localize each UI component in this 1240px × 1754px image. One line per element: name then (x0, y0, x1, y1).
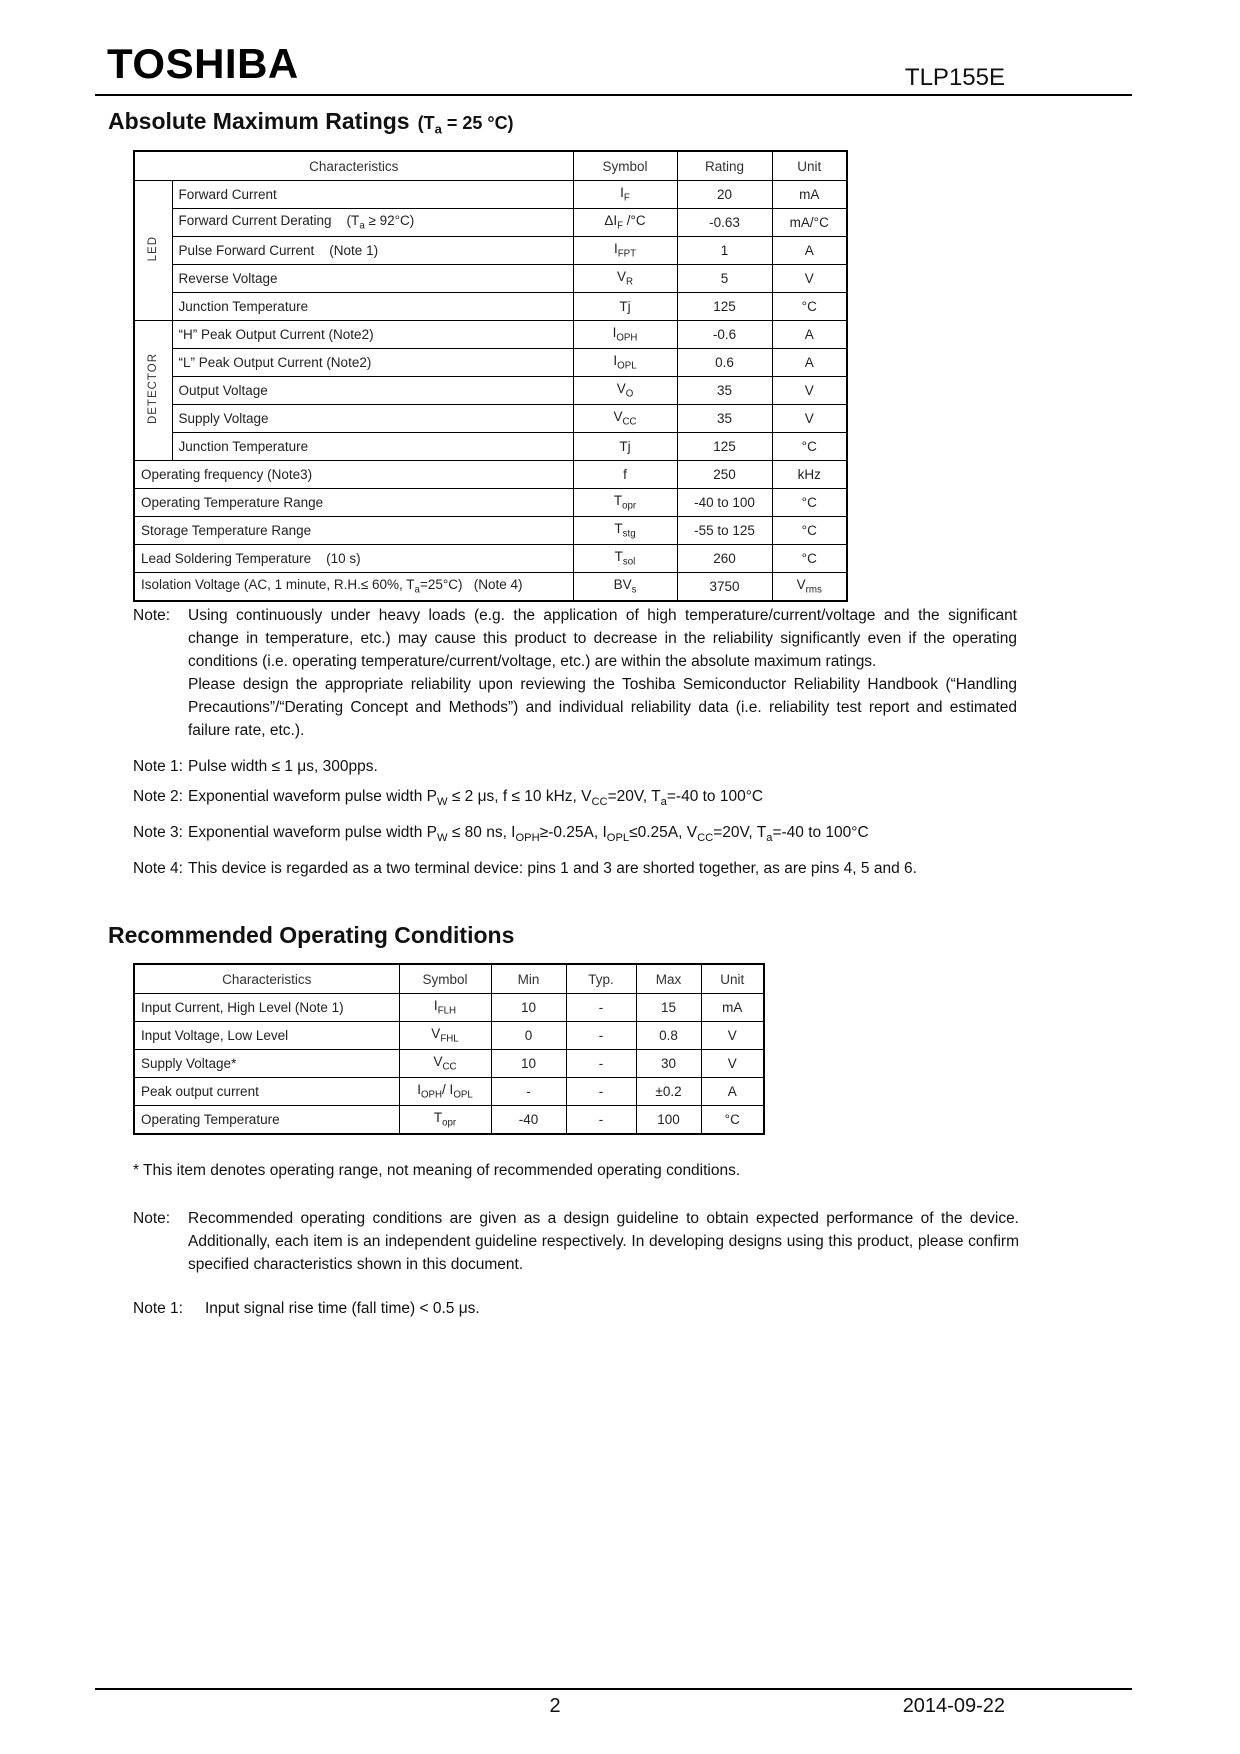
note-text: Exponential waveform pulse width $P_W \le 2$ μs, f ≤ 10 kHz, $V_{CC}=20V$, $T_a=-40$ to 100°C (188, 788, 764, 809)
section-title-condition: ($T_a = 25$ °C) (417, 113, 514, 137)
characteristic-cell: Peak output current (134, 1078, 399, 1106)
note-paragraph: Using continuously under heavy loads (e.g. the application of high temperature/current/voltage and the significant change in temperature, etc.) may cause this product to decrease in the reliability significantly even if the operating conditions (i.e. operating temperature/current/voltage, etc.) are within the absolute maximum ratings. (188, 607, 1017, 670)
group-label-led (134, 181, 172, 321)
table-header-row (134, 964, 764, 994)
rating-cell: -40 to 100 (677, 489, 772, 517)
symbol-cell: $T_{stg}$ (573, 517, 677, 545)
unit-cell: °C (772, 489, 847, 517)
max-cell: 30 (636, 1050, 701, 1078)
typ-cell: - (566, 1050, 636, 1078)
table-row (134, 349, 847, 377)
table-row (134, 377, 847, 405)
unit-cell: °C (772, 293, 847, 321)
note-3 (133, 822, 1017, 849)
unit-cell: V (772, 405, 847, 433)
rating-cell: 3750 (677, 573, 772, 602)
table-row (134, 405, 847, 433)
unit-cell: V (701, 1022, 764, 1050)
symbol-cell: $V_{CC}$ (399, 1050, 491, 1078)
table-row (134, 994, 764, 1022)
absolute-maximum-ratings-table (133, 150, 848, 602)
note-text: Pulse width ≤ 1 μs, 300pps. (188, 758, 378, 775)
table-row (134, 489, 847, 517)
characteristic-cell: Lead Soldering Temperature (10 s) (134, 545, 573, 573)
table-row (134, 181, 847, 209)
symbol-cell: $T_{opr}$ (399, 1106, 491, 1135)
rating-cell: 260 (677, 545, 772, 573)
note-paragraph: Please design the appropriate reliability upon reviewing the Toshiba Semiconductor Reliability Handbook (“Handling Precautions”/“Derating Concept and Methods”) and individual reliability data (i.e. reliability test report and estimated failure rate, etc.). (188, 676, 1017, 739)
section-title-text: Recommended Operating Conditions (108, 922, 515, 948)
table-row (134, 265, 847, 293)
unit-cell: A (772, 349, 847, 377)
column-header-characteristics: Characteristics (134, 151, 573, 181)
max-cell: ±0.2 (636, 1078, 701, 1106)
roc-main-note (133, 1207, 1019, 1276)
note-label: Note 3: (133, 824, 183, 842)
rating-cell: -0.63 (677, 209, 772, 237)
symbol-cell: $I_{OPL}$ (573, 349, 677, 377)
page-header (95, 0, 1132, 96)
typ-cell: - (566, 994, 636, 1022)
rating-cell: 5 (677, 265, 772, 293)
table-row (134, 237, 847, 265)
typ-cell: - (566, 1078, 636, 1106)
note-label: Note: (133, 607, 171, 624)
star-note: * This item denotes operating range, not meaning of recommended operating conditions. (133, 1162, 741, 1179)
table-row (134, 1106, 764, 1135)
rating-cell: 1 (677, 237, 772, 265)
table-row (134, 461, 847, 489)
unit-cell: $V_{rms}$ (772, 573, 847, 602)
unit-cell: °C (772, 517, 847, 545)
symbol-cell: $I_{FLH}$ (399, 994, 491, 1022)
symbol-cell: $V_{CC}$ (573, 405, 677, 433)
table-row (134, 1078, 764, 1106)
rating-cell: 35 (677, 377, 772, 405)
footer-date: 2014-09-22 (902, 1695, 1005, 1717)
absolute-maximum-ratings-table-wrap (133, 150, 848, 602)
characteristic-cell: “L” Peak Output Current (Note2) (172, 349, 573, 377)
table-row (134, 545, 847, 573)
note-1 (133, 756, 1017, 777)
column-header-unit: Unit (772, 151, 847, 181)
roc-notes (133, 1160, 1019, 1319)
characteristic-cell: “H” Peak Output Current (Note2) (172, 321, 573, 349)
column-header-min: Min (491, 964, 566, 994)
column-header-symbol: Symbol (399, 964, 491, 994)
page-number: 2 (549, 1695, 561, 1717)
column-header-unit: Unit (701, 964, 764, 994)
characteristic-cell: Junction Temperature (172, 293, 573, 321)
symbol-cell: $I_{FPT}$ (573, 237, 677, 265)
characteristic-cell: Isolation Voltage (AC, 1 minute, R.H.≤ 60%, $T_a=25^\circ C$) (Note 4) (134, 573, 573, 602)
note-text (188, 604, 1017, 742)
section-title-absolute-maximum-ratings (108, 108, 514, 137)
typ-cell: - (566, 1106, 636, 1135)
characteristic-cell: Operating Temperature Range (134, 489, 573, 517)
part-number: TLP155E (904, 64, 1005, 91)
unit-cell: °C (701, 1106, 764, 1135)
characteristic-cell: Input Voltage, Low Level (134, 1022, 399, 1050)
table-row (134, 321, 847, 349)
rating-cell: 125 (677, 293, 772, 321)
characteristic-cell: Input Current, High Level (Note 1) (134, 994, 399, 1022)
unit-cell: mA/°C (772, 209, 847, 237)
symbol-cell: Tj (573, 433, 677, 461)
note-label: Note 4: (133, 860, 183, 878)
footer-rule (95, 1688, 1132, 1690)
max-cell: 0.8 (636, 1022, 701, 1050)
symbol-cell: f (573, 461, 677, 489)
note-4 (133, 858, 1017, 879)
column-header-characteristics: Characteristics (134, 964, 399, 994)
group-label-detector-text: DETECTOR (147, 353, 160, 425)
table-row (134, 1050, 764, 1078)
symbol-cell: $I_{OPH}$ (573, 321, 677, 349)
unit-cell: A (772, 237, 847, 265)
unit-cell: A (772, 321, 847, 349)
column-header-rating: Rating (677, 151, 772, 181)
table-row (134, 573, 847, 602)
column-header-max: Max (636, 964, 701, 994)
column-header-typ: Typ. (566, 964, 636, 994)
symbol-cell: $T_{opr}$ (573, 489, 677, 517)
column-header-symbol: Symbol (573, 151, 677, 181)
rating-cell: -55 to 125 (677, 517, 772, 545)
table-row (134, 209, 847, 237)
unit-cell: V (772, 377, 847, 405)
amr-notes (133, 604, 1017, 879)
rating-cell: 0.6 (677, 349, 772, 377)
section-title-recommended-operating-conditions (108, 922, 514, 949)
max-cell: 15 (636, 994, 701, 1022)
symbol-cell: $V_O$ (573, 377, 677, 405)
characteristic-cell: Operating Temperature (134, 1106, 399, 1135)
group-label-led-text: LED (147, 236, 160, 262)
characteristic-cell: Reverse Voltage (172, 265, 573, 293)
unit-cell: V (772, 265, 847, 293)
table-row (134, 1022, 764, 1050)
rating-cell: 250 (677, 461, 772, 489)
characteristic-cell: Supply Voltage (172, 405, 573, 433)
characteristic-cell: Forward Current Derating $(T_a \ge 92^\circ C)$ (172, 209, 573, 237)
characteristic-cell: Output Voltage (172, 377, 573, 405)
recommended-operating-conditions-table-wrap (133, 963, 765, 1135)
unit-cell: mA (772, 181, 847, 209)
table-row (134, 433, 847, 461)
min-cell: - (491, 1078, 566, 1106)
symbol-cell: $\Delta I_F$ /°C (573, 209, 677, 237)
note-label: Note 2: (133, 788, 183, 805)
unit-cell: kHz (772, 461, 847, 489)
symbol-cell: $I_{OPH}/$ $I_{OPL}$ (399, 1078, 491, 1106)
unit-cell: °C (772, 545, 847, 573)
symbol-cell: $V_{FHL}$ (399, 1022, 491, 1050)
table-row (134, 517, 847, 545)
min-cell: -40 (491, 1106, 566, 1135)
table-header-row (134, 151, 847, 181)
note-2 (133, 786, 1017, 813)
symbol-cell: $BV_s$ (573, 573, 677, 602)
symbol-cell: $V_R$ (573, 265, 677, 293)
rating-cell: 35 (677, 405, 772, 433)
typ-cell: - (566, 1022, 636, 1050)
note-text: This device is regarded as a two terminal device: pins 1 and 3 are shorted together, as are pins 4, 5 and 6. (188, 860, 917, 878)
characteristic-cell: Forward Current (172, 181, 573, 209)
rating-cell: 125 (677, 433, 772, 461)
note-label: Note 1: (133, 758, 183, 775)
unit-cell: °C (772, 433, 847, 461)
table-row (134, 293, 847, 321)
note-label: Note 1: (133, 1300, 183, 1317)
note-text: Exponential waveform pulse width $P_W \le 80$ ns, $I_{OPH}\ge-0.25A$, $I_{OPL}\le 0.25A$, $V_{CC}=20V$, $T_a=-40$ to 100°C (188, 824, 869, 845)
unit-cell: mA (701, 994, 764, 1022)
unit-cell: V (701, 1050, 764, 1078)
max-cell: 100 (636, 1106, 701, 1135)
roc-note-1 (133, 1298, 1019, 1319)
min-cell: 0 (491, 1022, 566, 1050)
recommended-operating-conditions-table (133, 963, 765, 1135)
min-cell: 10 (491, 1050, 566, 1078)
symbol-cell: $I_F$ (573, 181, 677, 209)
note-text: Recommended operating conditions are given as a design guideline to obtain expected performance of the device. Additionally, each item is an independent guideline respectively. In developing designs using this product, please confirm specified characteristics shown in this document. (188, 1210, 1019, 1273)
characteristic-cell: Pulse Forward Current (Note 1) (172, 237, 573, 265)
symbol-cell: Tj (573, 293, 677, 321)
min-cell: 10 (491, 994, 566, 1022)
rating-cell: 20 (677, 181, 772, 209)
rating-cell: -0.6 (677, 321, 772, 349)
note-label: Note: (133, 1210, 171, 1227)
group-label-detector (134, 321, 172, 461)
amr-main-note (133, 604, 1017, 742)
characteristic-cell: Operating frequency (Note3) (134, 461, 573, 489)
unit-cell: A (701, 1078, 764, 1106)
toshiba-logo: TOSHIBA (107, 40, 299, 87)
characteristic-cell: Storage Temperature Range (134, 517, 573, 545)
symbol-cell: $T_{sol}$ (573, 545, 677, 573)
note-text: Input signal rise time (fall time) < 0.5 μs. (205, 1300, 480, 1317)
characteristic-cell: Supply Voltage* (134, 1050, 399, 1078)
characteristic-cell: Junction Temperature (172, 433, 573, 461)
section-title-text: Absolute Maximum Ratings (108, 108, 410, 134)
